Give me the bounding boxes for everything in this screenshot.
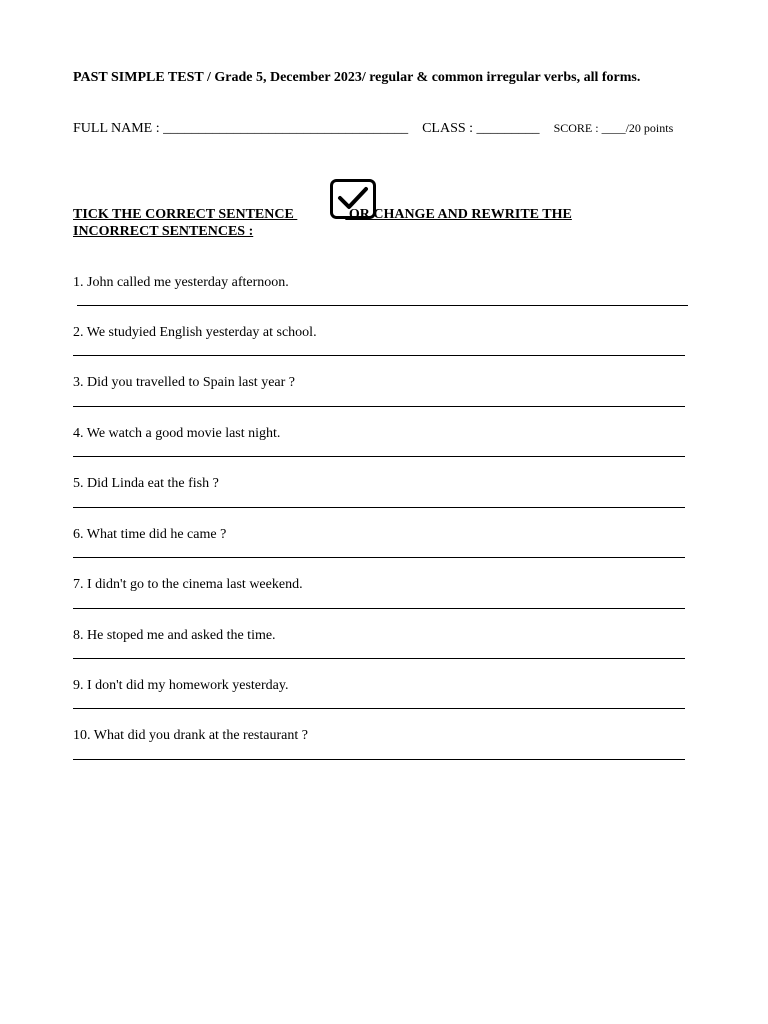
answer-line-2[interactable] [73, 355, 685, 356]
question-1: 1. John called me yesterday afternoon. [73, 275, 289, 290]
answer-line-1[interactable] [77, 305, 688, 306]
instruction-part-2: OR CHANGE AND REWRITE THE [345, 207, 572, 222]
score-label: SCORE : ____/20 points [553, 121, 674, 135]
question-5: 5. Did Linda eat the fish ? [73, 476, 219, 491]
instruction-part-3: INCORRECT SENTENCES : [73, 224, 254, 239]
question-4: 4. We watch a good movie last night. [73, 426, 281, 441]
question-10: 10. What did you drank at the restaurant ? [73, 728, 308, 743]
student-info-row [73, 119, 703, 138]
question-6: 6. What time did he came ? [73, 527, 227, 542]
answer-line-6[interactable] [73, 557, 685, 558]
instruction-part-1: TICK THE CORRECT SENTENCE [73, 207, 298, 222]
instructions [73, 206, 713, 240]
question-7: 7. I didn't go to the cinema last weekend. [73, 577, 303, 592]
answer-line-5[interactable] [73, 507, 685, 508]
full-name-label: FULL NAME : ___________________________________ [73, 121, 409, 136]
answer-line-9[interactable] [73, 708, 685, 709]
question-9: 9. I don't did my homework yesterday. [73, 678, 289, 693]
answer-line-8[interactable] [73, 658, 685, 659]
answer-line-4[interactable] [73, 456, 685, 457]
question-8: 8. He stoped me and asked the time. [73, 628, 276, 643]
answer-line-10[interactable] [73, 759, 685, 760]
answer-line-3[interactable] [73, 406, 685, 407]
checkbox-checked-icon [330, 179, 376, 219]
class-label: CLASS : _________ [422, 121, 540, 136]
question-3: 3. Did you travelled to Spain last year ? [73, 375, 295, 390]
test-title: PAST SIMPLE TEST / Grade 5, December 2023/ regular & common irregular verbs, all forms. [73, 70, 641, 85]
answer-line-7[interactable] [73, 608, 685, 609]
question-2: 2. We studyied English yesterday at school. [73, 325, 317, 340]
